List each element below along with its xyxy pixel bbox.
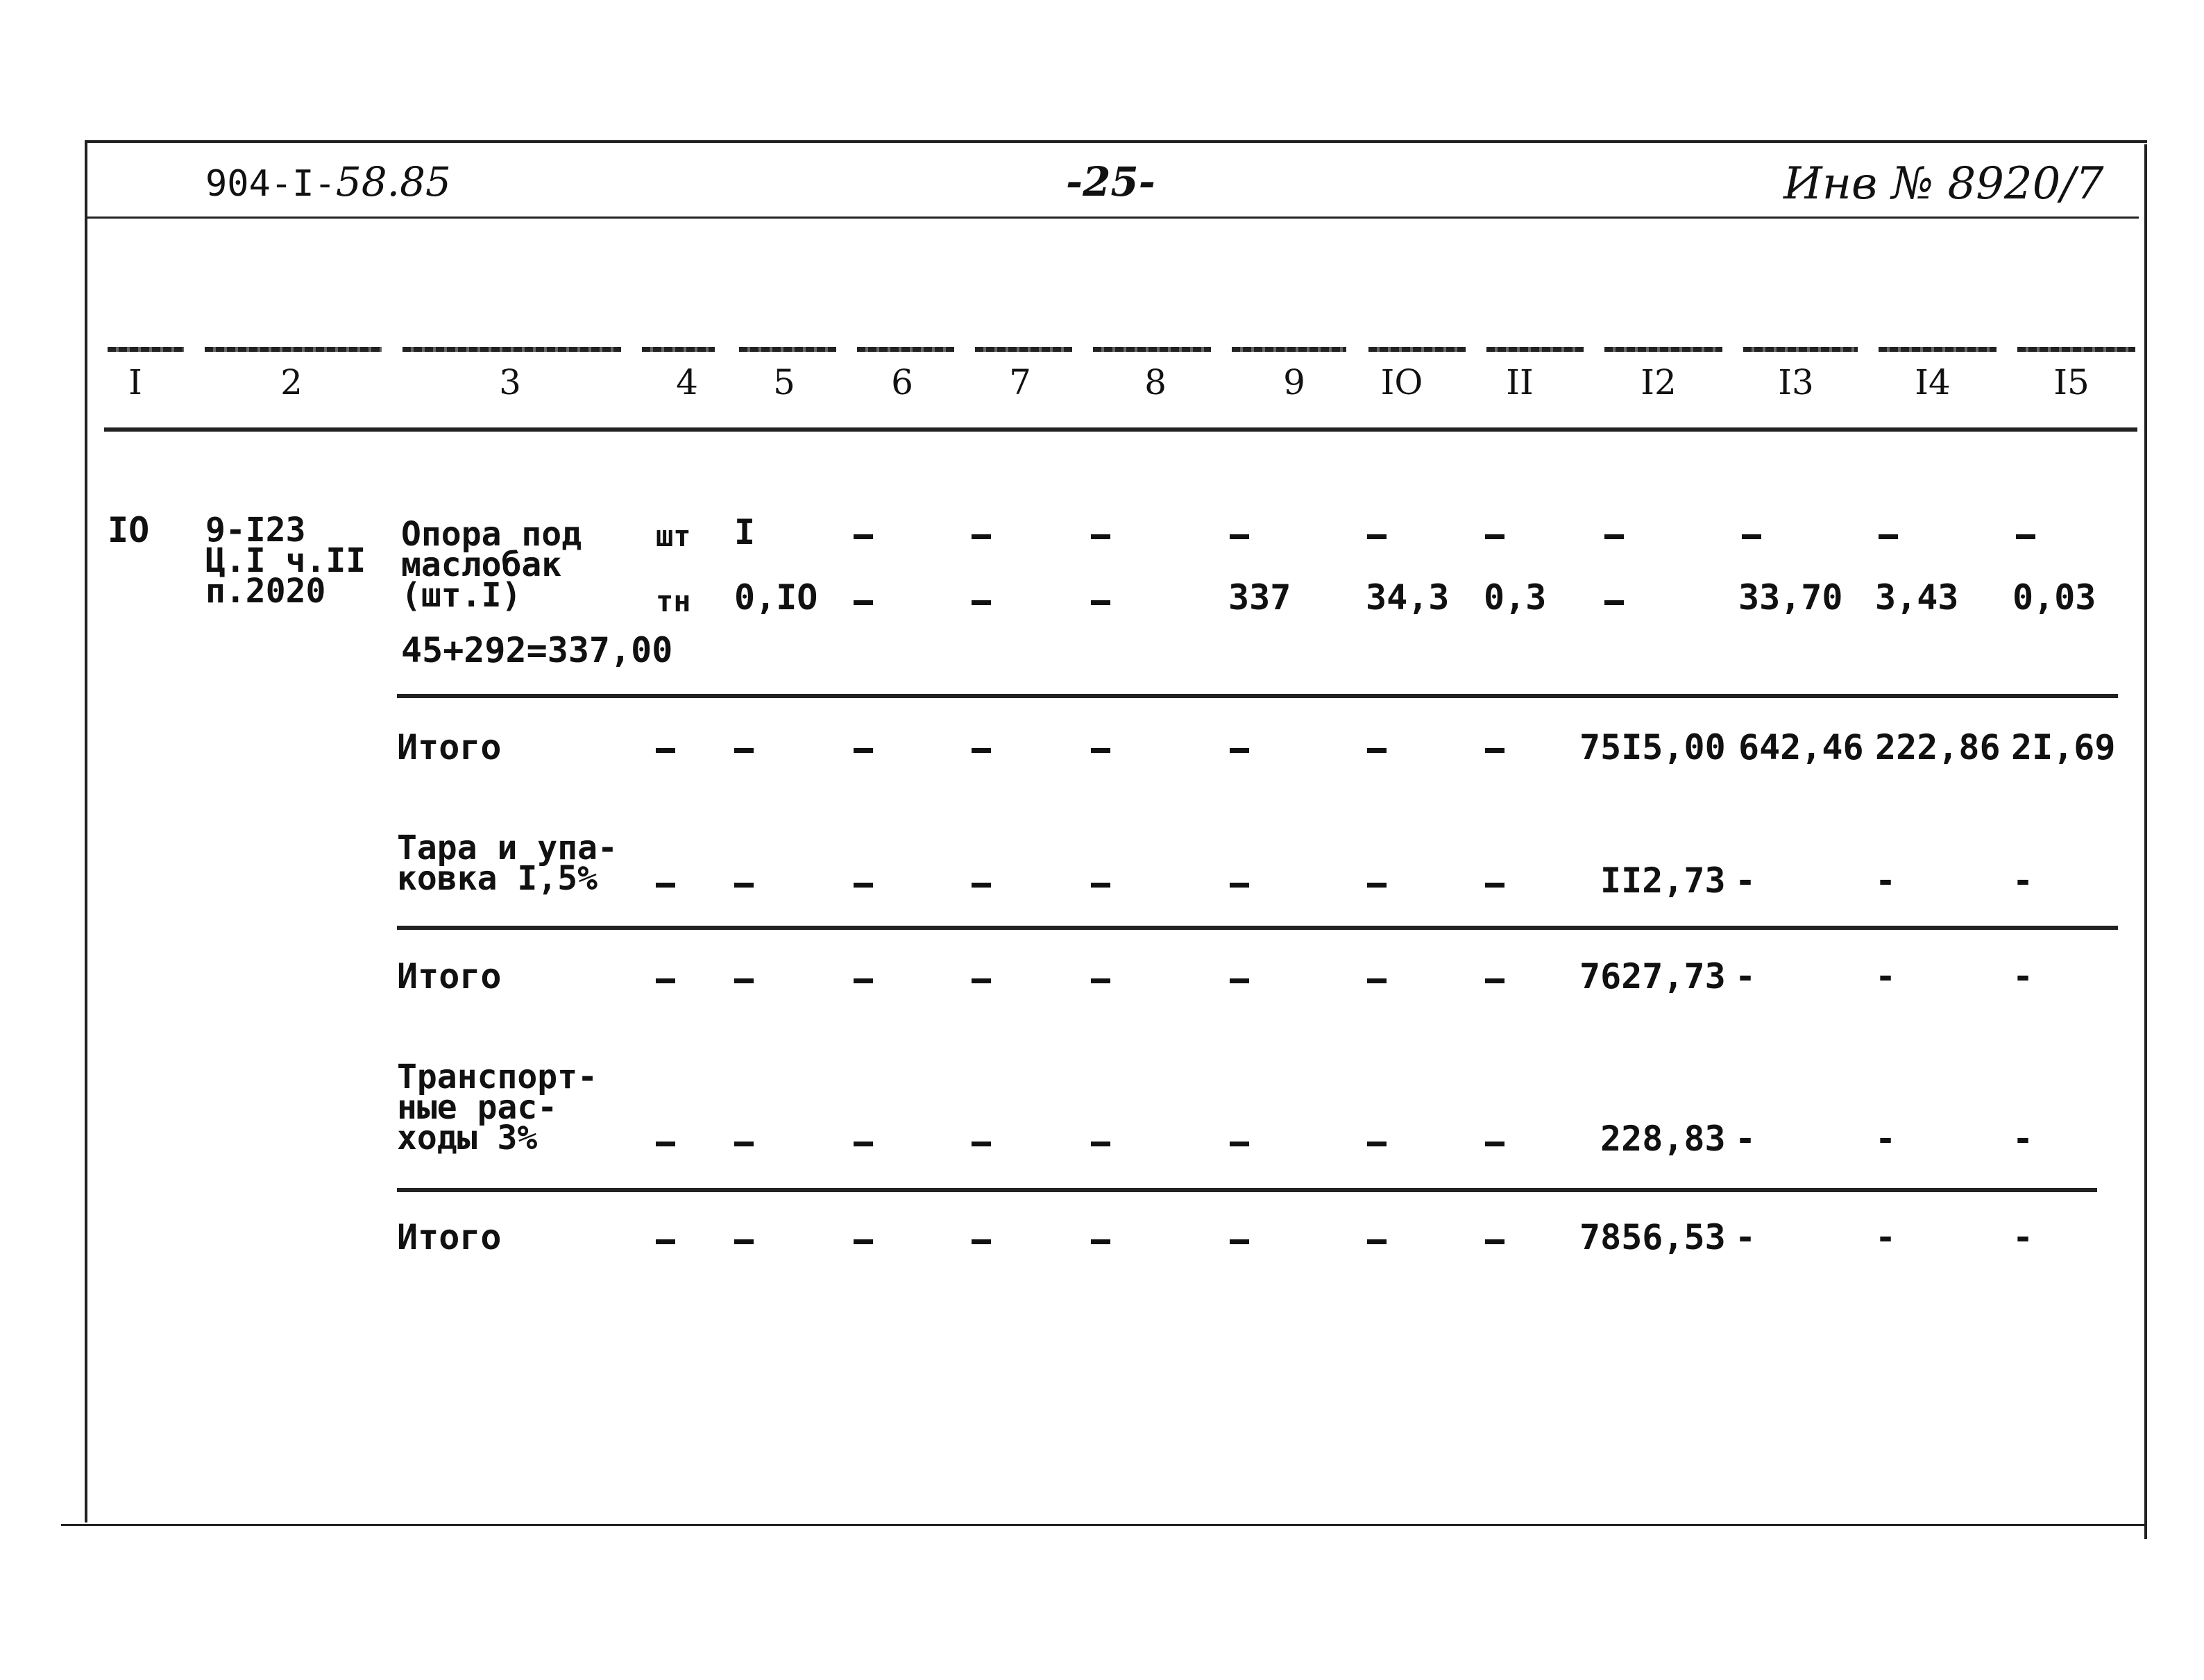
transport-label (397, 1058, 597, 1157)
column-number: 3 (499, 362, 521, 402)
dash (972, 600, 991, 605)
total-label: Итого (397, 956, 502, 996)
entry-name-line: Опора под (401, 515, 582, 554)
entry-col11: 0,3 (1484, 577, 1547, 618)
total-col15: - (2012, 956, 2034, 996)
dash (854, 534, 873, 539)
packaging-col12: II2,73 (1600, 860, 1726, 901)
total-label: Итого (397, 727, 502, 767)
entry-qty-1: I (734, 512, 756, 552)
entry-calculation: 45+292=337,00 (401, 630, 673, 670)
inventory-number: Инв № 8920/7 (1783, 158, 2104, 210)
dash (1604, 534, 1624, 539)
column-number: I2 (1641, 362, 1677, 402)
column-number: I (128, 362, 142, 402)
entry-unit-1: шт (656, 519, 691, 553)
entry-qty-2: 0,IO (734, 577, 818, 618)
dash (1230, 534, 1249, 539)
transport-col13: - (1735, 1119, 1756, 1159)
entry-code (205, 511, 366, 611)
entry-code-line: 9-I23 (205, 511, 306, 550)
entry-name (401, 515, 582, 615)
dash (1485, 534, 1504, 539)
transport-col14: - (1875, 1119, 1897, 1159)
document-code-handwritten: 58.85 (335, 158, 451, 205)
dash (972, 534, 991, 539)
packaging-col15: - (2012, 860, 2034, 901)
frame-left-border (85, 140, 87, 1522)
frame-right-border (2144, 144, 2147, 1539)
transport-label-line: ходы 3% (397, 1119, 538, 1157)
total-label: Итого (397, 1217, 502, 1257)
total-col12: 75I5,00 (1579, 727, 1726, 767)
column-number: 2 (280, 362, 303, 402)
entry-col14: 3,43 (1875, 577, 1959, 618)
column-number: I3 (1778, 362, 1814, 402)
entry-col10: 34,3 (1366, 577, 1450, 618)
packaging-label-line: ковка I,5% (397, 859, 597, 898)
dash (1367, 534, 1387, 539)
column-number: I4 (1915, 362, 1951, 402)
frame-bottom-border (61, 1524, 2147, 1526)
column-number: 8 (1144, 362, 1167, 402)
transport-label-line: ные рас- (397, 1088, 558, 1127)
entry-name-line: маслобак (401, 545, 562, 584)
entry-unit-2: тн (656, 584, 691, 618)
column-number: 9 (1283, 362, 1305, 402)
separator-line (397, 694, 2118, 698)
entry-col9: 337 (1228, 577, 1291, 618)
entry-name-line: (шт.I) (401, 576, 522, 615)
total-col14: - (1875, 1217, 1897, 1257)
entry-code-line: п.2020 (205, 572, 326, 611)
total-col13: - (1735, 956, 1756, 996)
dash (1091, 600, 1110, 605)
column-number: I5 (2053, 362, 2089, 402)
total-col12: 7627,73 (1579, 956, 1726, 996)
total-col14: 222,86 (1875, 727, 2001, 767)
entry-number: IO (108, 510, 150, 550)
dash (2016, 534, 2035, 539)
dash (1879, 534, 1898, 539)
packaging-col13: - (1735, 860, 1756, 901)
column-number: 7 (1009, 362, 1031, 402)
packaging-label-line: Тара и упа- (397, 829, 618, 867)
entry-col15: 0,03 (2012, 577, 2096, 618)
header-divider (85, 217, 2139, 219)
entry-col13: 33,70 (1738, 577, 1843, 618)
dash (1091, 534, 1110, 539)
separator-line (397, 1188, 2097, 1192)
column-header-rule (104, 427, 2137, 432)
transport-col12: 228,83 (1600, 1119, 1726, 1159)
total-col14: - (1875, 956, 1897, 996)
column-number: II (1506, 362, 1534, 402)
column-number: 6 (891, 362, 913, 402)
total-col15: - (2012, 1217, 2034, 1257)
separator-line (397, 926, 2118, 930)
total-col15: 2I,69 (2011, 727, 2116, 767)
frame-top-border (85, 140, 2147, 143)
total-col12: 7856,53 (1579, 1217, 1726, 1257)
dash (854, 600, 873, 605)
page-number: -25- (1066, 158, 1155, 205)
column-number: 4 (676, 362, 698, 402)
transport-col15: - (2012, 1119, 2034, 1159)
packaging-col14: - (1875, 860, 1897, 901)
column-number: IO (1380, 362, 1423, 402)
column-number: 5 (773, 362, 795, 402)
total-col13: 642,46 (1738, 727, 1864, 767)
transport-label-line: Транспорт- (397, 1058, 597, 1096)
packaging-label (397, 829, 618, 898)
total-col13: - (1735, 1217, 1756, 1257)
dash (1742, 534, 1761, 539)
document-code-printed: 904-I- (205, 163, 336, 205)
dash (1604, 600, 1624, 605)
entry-code-line: Ц.I ч.II (205, 541, 366, 580)
document-code (205, 158, 451, 205)
